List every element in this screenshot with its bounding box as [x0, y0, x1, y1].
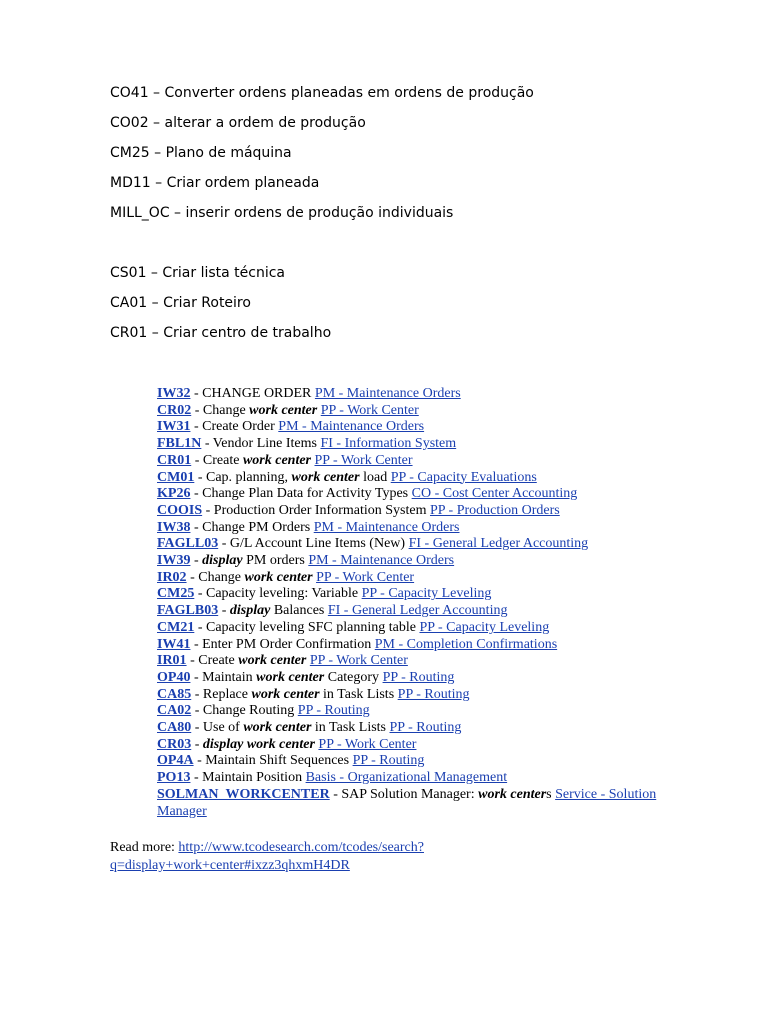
- tcode-description: - Enter PM Order Confirmation: [190, 636, 375, 652]
- tcode-link[interactable]: CA80: [157, 720, 192, 736]
- tcode-emphasis: work center: [243, 720, 312, 736]
- tcode-description-suffix: Balances: [270, 603, 328, 619]
- tcode-row: [157, 687, 677, 704]
- tcode-row: [157, 386, 677, 403]
- tcode-link[interactable]: OP40: [157, 669, 191, 685]
- tcode-description: - Change: [191, 402, 250, 418]
- module-link[interactable]: FI - General Ledger Accounting: [408, 536, 589, 552]
- tcode-description: - Production Order Information System: [202, 502, 430, 518]
- tcode-emphasis: work center: [244, 569, 313, 585]
- tcode-description: - Change Routing: [191, 703, 298, 719]
- tcode-description: - Replace: [191, 686, 252, 702]
- module-link[interactable]: PM - Maintenance Orders: [314, 386, 461, 401]
- tcode-link[interactable]: SOLMAN_WORKCENTER: [157, 786, 330, 802]
- module-link[interactable]: CO - Cost Center Accounting: [411, 486, 578, 502]
- tcode-emphasis: work center: [242, 452, 311, 468]
- tcode-description: - Change: [186, 569, 245, 585]
- tcode-description: -: [218, 603, 230, 619]
- tcode-description: - CHANGE ORDER: [190, 386, 315, 401]
- tcode-description: - Change Plan Data for Activity Types: [190, 486, 412, 502]
- tcode-link[interactable]: IR01: [157, 653, 187, 669]
- tcode-link[interactable]: CA85: [157, 686, 192, 702]
- tcode-link[interactable]: CR02: [157, 402, 192, 418]
- tcode-row: [157, 703, 677, 720]
- tcode-row: [157, 620, 677, 637]
- tcode-row: [157, 737, 677, 754]
- tcode-link[interactable]: IW41: [157, 636, 191, 652]
- tcode-description: - Capacity leveling: Variable: [194, 586, 362, 602]
- module-link[interactable]: PP - Routing: [297, 703, 370, 719]
- module-link[interactable]: PM - Maintenance Orders: [278, 419, 425, 435]
- tcode-row: [157, 536, 677, 553]
- transaction-line: MD11 – Criar ordem planeada: [110, 175, 320, 191]
- module-link[interactable]: PP - Capacity Leveling: [361, 586, 492, 602]
- tcode-description-suffix: in Task Lists: [311, 720, 390, 736]
- tcode-link[interactable]: IW38: [157, 519, 191, 535]
- tcode-link[interactable]: CM25: [157, 586, 195, 602]
- tcode-link[interactable]: FAGLB03: [157, 603, 219, 619]
- tcode-link[interactable]: OP4A: [157, 753, 194, 769]
- tcode-row: [157, 586, 677, 603]
- tcode-row: [157, 770, 677, 787]
- tcode-description-suffix: Category: [324, 669, 383, 685]
- tcode-row: [157, 486, 677, 503]
- tcode-description: - Create: [186, 653, 239, 669]
- tcode-link[interactable]: KP26: [157, 486, 191, 502]
- tcode-row: [157, 503, 677, 520]
- tcode-link[interactable]: CM21: [157, 619, 195, 635]
- module-link[interactable]: PP - Routing: [352, 753, 425, 769]
- tcode-row: [157, 753, 677, 770]
- tcode-link[interactable]: IW39: [157, 553, 191, 569]
- tcode-emphasis: work center: [478, 786, 547, 802]
- tcode-row: [157, 787, 677, 820]
- tcode-link[interactable]: CR03: [157, 736, 192, 752]
- module-link[interactable]: PP - Work Center: [309, 653, 408, 669]
- tcode-emphasis: work center: [251, 686, 320, 702]
- tcode-emphasis: work center: [238, 653, 307, 669]
- tcode-link[interactable]: COOIS: [157, 502, 203, 518]
- read-more-link[interactable]: http://www.tcodesearch.com/tcodes/search?q=display+work+center#ixzz3qhxmH4DR: [110, 840, 424, 873]
- module-link[interactable]: PP - Routing: [382, 669, 455, 685]
- tcode-link[interactable]: IW31: [157, 419, 191, 435]
- read-more: [110, 839, 510, 875]
- module-link[interactable]: PP - Work Center: [320, 402, 419, 418]
- tcode-description-suffix: s: [546, 786, 556, 802]
- tcode-row: [157, 653, 677, 670]
- transaction-line: MILL_OC – inserir ordens de produção individuais: [110, 205, 454, 221]
- tcode-row: [157, 470, 677, 487]
- tcode-description: - SAP Solution Manager:: [329, 786, 479, 802]
- tcode-description: - Maintain: [190, 669, 257, 685]
- transaction-line: CM25 – Plano de máquina: [110, 145, 292, 161]
- tcode-row: [157, 453, 677, 470]
- tcode-description: - Maintain Shift Sequences: [193, 753, 353, 769]
- module-link[interactable]: PM - Maintenance Orders: [308, 553, 455, 569]
- transaction-line: CO02 – alterar a ordem de produção: [110, 115, 366, 131]
- read-more-label: Read more:: [110, 840, 179, 855]
- transaction-line: CA01 – Criar Roteiro: [110, 295, 251, 311]
- module-link[interactable]: PP - Production Orders: [429, 502, 560, 518]
- tcode-row: [157, 637, 677, 654]
- tcode-description: -: [191, 736, 203, 752]
- tcode-description: - Use of: [191, 720, 244, 736]
- module-link[interactable]: PM - Completion Confirmations: [374, 636, 558, 652]
- tcode-row: [157, 670, 677, 687]
- tcode-description: - G/L Account Line Items (New): [218, 536, 409, 552]
- tcode-description: - Vendor Line Items: [201, 436, 321, 452]
- tcode-emphasis: work center: [249, 402, 318, 418]
- tcode-link[interactable]: IR02: [157, 569, 187, 585]
- tcode-row: [157, 520, 677, 537]
- tcode-emphasis: work center: [291, 469, 360, 485]
- tcode-description-suffix: in Task Lists: [319, 686, 398, 702]
- tcode-row: [157, 570, 677, 587]
- module-link[interactable]: PP - Capacity Leveling: [419, 619, 550, 635]
- tcode-description: - Create Order: [190, 419, 279, 435]
- module-link[interactable]: PP - Work Center: [314, 452, 413, 468]
- module-link[interactable]: PP - Work Center: [318, 736, 417, 752]
- tcode-link[interactable]: CA02: [157, 703, 192, 719]
- tcode-emphasis: display: [202, 553, 243, 569]
- module-link[interactable]: PP - Routing: [389, 720, 462, 736]
- tcode-row: [157, 436, 677, 453]
- transaction-line: CR01 – Criar centro de trabalho: [110, 325, 332, 341]
- tcode-row: [157, 603, 677, 620]
- transaction-line: CO41 – Converter ordens planeadas em ordens de produção: [110, 85, 534, 101]
- tcode-row: [157, 403, 677, 420]
- tcode-link[interactable]: PO13: [157, 770, 191, 786]
- module-link[interactable]: Basis - Organizational Management: [305, 770, 508, 786]
- tcode-description: - Cap. planning,: [194, 469, 292, 485]
- tcode-list: [157, 386, 677, 820]
- tcode-row: [157, 553, 677, 570]
- tcode-emphasis: display work center: [202, 736, 315, 752]
- module-link[interactable]: PP - Routing: [397, 686, 470, 702]
- tcode-link[interactable]: FAGLL03: [157, 536, 219, 552]
- tcode-description-suffix: load: [359, 469, 391, 485]
- tcode-link[interactable]: CM01: [157, 469, 195, 485]
- tcode-link[interactable]: FBL1N: [157, 436, 202, 452]
- module-link[interactable]: PP - Capacity Evaluations: [390, 469, 537, 485]
- tcode-description: -: [190, 553, 203, 569]
- tcode-description-suffix: PM orders: [242, 553, 309, 569]
- tcode-emphasis: work center: [256, 669, 325, 685]
- tcode-link[interactable]: CR01: [157, 452, 192, 468]
- module-link[interactable]: FI - General Ledger Accounting: [327, 603, 508, 619]
- tcode-description: - Create: [191, 452, 243, 468]
- transaction-line: CS01 – Criar lista técnica: [110, 265, 286, 281]
- tcode-row: [157, 720, 677, 737]
- tcode-description: - Capacity leveling SFC planning table: [194, 619, 420, 635]
- tcode-description: - Maintain Position: [190, 770, 306, 786]
- module-link[interactable]: PP - Work Center: [316, 569, 415, 585]
- tcode-row: [157, 419, 677, 436]
- module-link[interactable]: Service - Solution Manager: [157, 786, 657, 819]
- module-link[interactable]: PM - Maintenance Orders: [313, 519, 460, 535]
- tcode-description: - Change PM Orders: [190, 519, 314, 535]
- tcode-emphasis: display: [229, 603, 271, 619]
- tcode-link[interactable]: IW32: [157, 386, 191, 401]
- module-link[interactable]: FI - Information System: [320, 436, 457, 452]
